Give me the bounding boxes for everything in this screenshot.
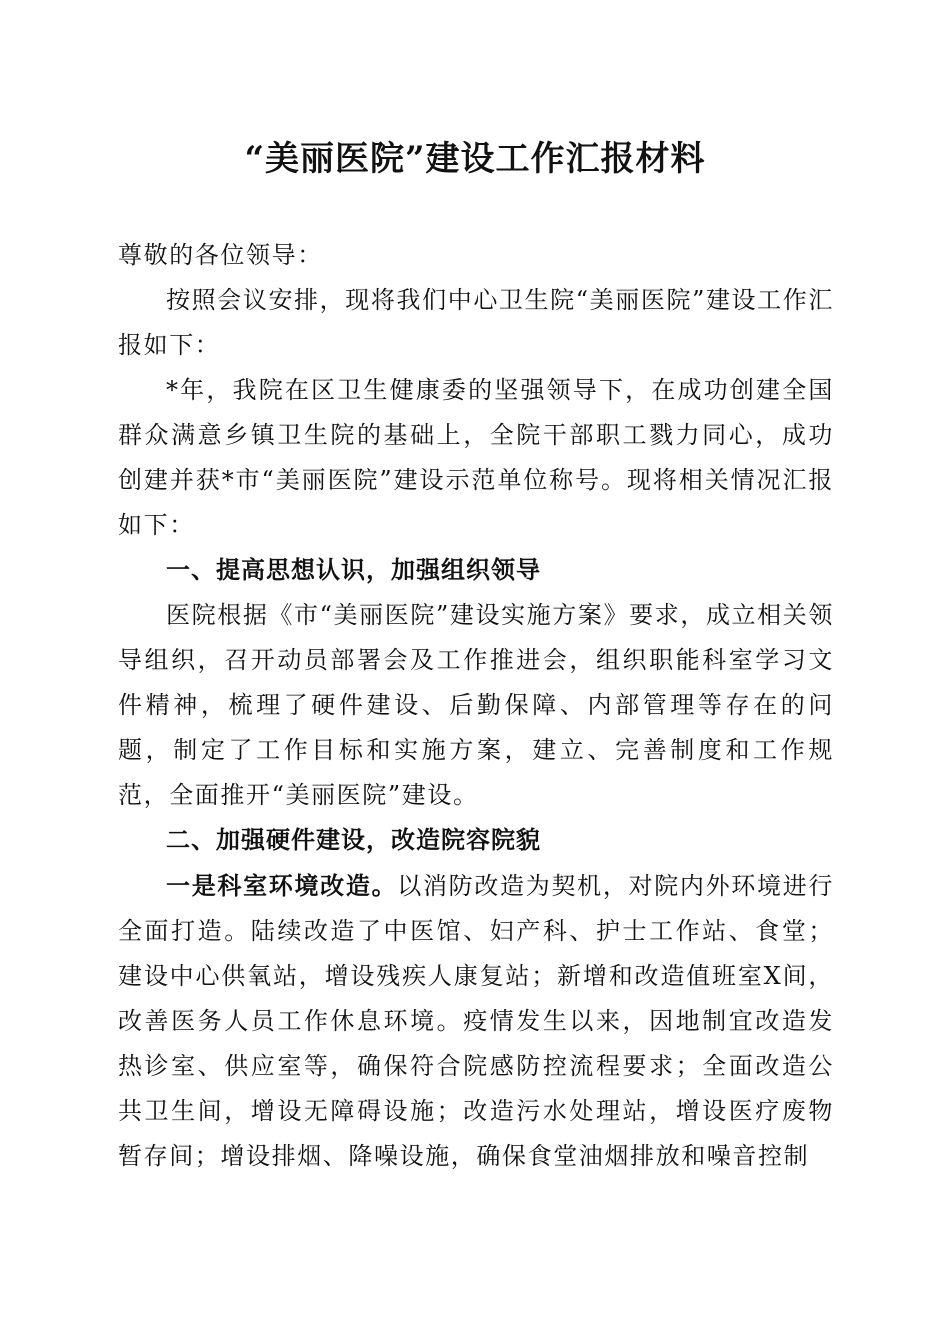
section-2-lead: 一是科室环境改造。 [166,871,398,900]
salutation: 尊敬的各位领导： [118,241,323,269]
document-body [118,233,834,1179]
intro-paragraph: 按照会议安排，现将我们中心卫生院“美丽医院”建设工作汇报如下： [118,286,834,359]
overview-paragraph: *年，我院在区卫生健康委的坚强领导下，在成功创建全国群众满意乡镇卫生院的基础上，全院干部职工戮力同心，成功创建并获*市“美丽医院”建设示范单位称号。现将相关情况汇报如下： [118,376,834,539]
document-title: “美丽医院”建设工作汇报材料 [244,139,706,179]
section-2-text: 以消防改造为契机，对院内外环境进行全面打造。陆续改造了中医馆、妇产科、护士工作站、食堂；建设中心供氧站，增设残疾人康复站；新增和改造值班室X间，改善医务人员工作休息环境。疫情发生以来，因地制宜改造发热诊室、供应室等，确保符合院感防控流程要求；全面改造公共卫生间，增设无障碍设施；改造污水处理站，增设医疗废物暂存间；增设排烟、降噪设施，确保食堂油烟排放和噪音控制 [118,872,834,1170]
section-2-heading: 二、加强硬件建设，改造院容院貌 [166,826,541,854]
section-2-paragraph [118,863,834,1179]
section-1-heading: 一、提高思想认识，加强组织领导 [166,556,541,584]
section-1-paragraph: 医院根据《市“美丽医院”建设实施方案》要求，成立相关领导组织，召开动员部署会及工作推进会，组织职能科室学习文件精神，梳理了硬件建设、后勤保障、内部管理等存在的问题，制定了工作目标和实施方案，建立、完善制度和工作规范，全面推开“美丽医院”建设。 [118,601,834,809]
